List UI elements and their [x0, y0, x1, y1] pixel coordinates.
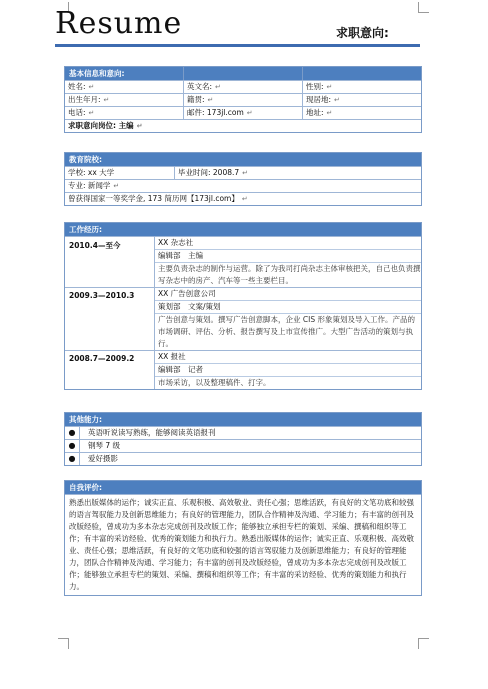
self-eval-section [64, 480, 422, 596]
birth-field[interactable]: 出生年月: [68, 95, 101, 104]
education-row: 专业: 新闻学 ↵ [65, 179, 421, 192]
name-field[interactable]: 姓名: [68, 82, 86, 91]
phone-field[interactable]: 电话: [68, 108, 86, 117]
graduation-text: 毕业时间: 2008.7 [178, 168, 240, 177]
crop-mark-bottom-left [58, 638, 69, 649]
skills-section [64, 412, 422, 466]
title-rule [55, 44, 420, 47]
basic-row: 姓名: ↵ 英文名: ↵ 性别: ↵ [65, 80, 421, 93]
resume-title: Resume [55, 6, 183, 41]
work-description: 广告创意与策划。撰写广告创意脚本，企业 CIS 形象策划及导入工作。产品的市场调研、评估、分析、报告撰写及上市宣传推广。大型广告活动的策划与执行。 [158, 315, 415, 348]
job-intent-label: 求职意向: [336, 26, 389, 40]
basic-row: 电话: ↵ 邮件: 173jl.com ↵ 地址: ↵ [65, 106, 421, 119]
crop-mark-top-right [418, 2, 429, 13]
work-item [65, 350, 421, 389]
work-position: 策划部 文案/策划 [155, 301, 421, 314]
work-date: 2008.7—2009.2 [65, 351, 155, 389]
work-position: 编辑部 记者 [155, 364, 421, 377]
basic-info-header [65, 67, 421, 80]
basic-row: 求职意向岗位: 主编 ↵ [65, 119, 421, 132]
award-text: 曾获得国家一等奖学金, 173 简历网【173jl.com】 [68, 194, 239, 203]
work-description: 主要负责杂志的制作与运营。除了为我司打尚杂志主体审核把关，自己也负责撰写杂志中的房产、汽车等一些主要栏目。 [158, 264, 421, 285]
education-heading: 教育院校: [65, 153, 421, 166]
skill-item [65, 426, 421, 439]
education-row: 学校: xx 大学 毕业时间: 2008.7 ↵ [65, 166, 421, 179]
work-item [65, 236, 421, 287]
skill-text: 英语听说读写熟练，能够阅读英语报刊 [88, 428, 216, 437]
self-eval-text: 熟悉出版媒体的运作；诚实正直、乐观积极、高效敬业、责任心强；思维活跃，有良好的文笔功底和较强的语言驾驭能力及创新思维能力；有良好的管理能力，团队合作精神及沟通、学习能力；有丰富的创刊及改版经验，曾成功为多本杂志完成创刊及改版工作；能够独立承担专栏的策划、采编、撰稿和组织等工作；有丰富的采访经验、优秀的策划能力和执行力。熟悉出版媒体的运作；诚实正直、乐观积极、高效敬业、责任心强；思维活跃，有良好的文笔功底和较强的语言驾驭能力及创新思维能力；有良好的管理能力，团队合作精神及沟通、学习能力；有丰富的创刊及改版经验，曾成功为多本杂志完成创刊及改版工作；能够独立承担专栏的策划、采编、撰稿和组织等工作；有丰富的采访经验、优秀的策划能力和执行力。 [65, 494, 421, 595]
basic-info-heading: 基本信息和意向: [65, 67, 184, 80]
basic-row: 出生年月: ↵ 籍贯: ↵ 现居地: ↵ [65, 93, 421, 106]
english-name-field[interactable]: 英文名: [187, 82, 213, 91]
work-company: XX 报社 [155, 351, 421, 364]
work-description: 市场采访，以及整理稿件、打字。 [158, 378, 271, 387]
self-eval-heading: 自我评价: [65, 481, 421, 494]
work-company: XX 广告创意公司 [155, 288, 421, 301]
major-text: 专业: 新闻学 [68, 181, 111, 190]
education-row: 曾获得国家一等奖学金, 173 简历网【173jl.com】 ↵ [65, 192, 421, 205]
skill-item [65, 439, 421, 452]
skill-item [65, 452, 421, 465]
education-section [64, 152, 422, 206]
email-field[interactable]: 邮件: 173jl.com [187, 108, 244, 117]
school-text: 学校: xx 大学 [68, 168, 115, 177]
skill-text: 钢琴 7 级 [88, 441, 121, 450]
work-company: XX 杂志社 [155, 237, 421, 250]
residence-field[interactable]: 现居地: [306, 95, 332, 104]
work-date: 2009.3—2010.3 [65, 288, 155, 350]
skill-text: 爱好摄影 [88, 454, 118, 463]
target-post-field[interactable]: 求职意向岗位: 主编 [68, 121, 134, 130]
work-heading: 工作经历: [65, 223, 421, 236]
bullet-icon: ● [65, 427, 80, 439]
bullet-icon: ● [65, 453, 80, 465]
hometown-field[interactable]: 籍贯: [187, 95, 205, 104]
basic-info-section [64, 66, 422, 133]
gender-field[interactable]: 性别: [306, 82, 324, 91]
address-field[interactable]: 地址: [306, 108, 324, 117]
work-date: 2010.4—至今 [65, 237, 155, 287]
work-section [64, 222, 422, 390]
bullet-icon: ● [65, 440, 80, 452]
work-item [65, 287, 421, 350]
crop-mark-bottom-right [418, 638, 429, 649]
skills-heading: 其他能力: [65, 413, 421, 426]
work-position: 编辑部 主编 [155, 250, 421, 263]
